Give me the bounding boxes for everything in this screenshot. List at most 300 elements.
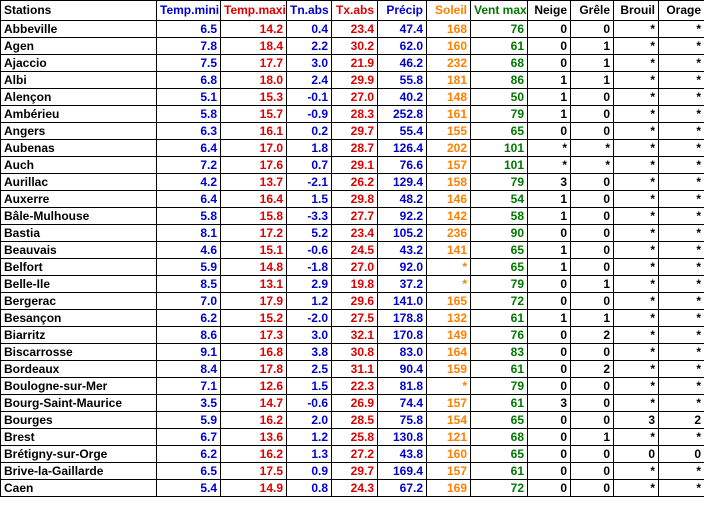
soleil-cell: 154 [427, 412, 471, 429]
neige-cell: 0 [528, 480, 571, 497]
soleil-cell: 169 [427, 480, 471, 497]
orage-cell: * [659, 276, 704, 293]
station-name: Albi [1, 72, 157, 89]
precip-cell: 83.0 [378, 344, 427, 361]
grele-cell: 0 [571, 412, 614, 429]
grele-cell: 0 [571, 191, 614, 208]
station-name: Bordeaux [1, 361, 157, 378]
neige-cell: 0 [528, 378, 571, 395]
table-row [1, 344, 704, 361]
station-name: Abbeville [1, 21, 157, 38]
tn-abs-cell: 2.2 [287, 38, 332, 55]
precip-cell: 74.4 [378, 395, 427, 412]
temp-mini-cell: 7.8 [157, 38, 221, 55]
brouil-cell: * [614, 174, 659, 191]
station-name: Besançon [1, 310, 157, 327]
brouil-cell: * [614, 378, 659, 395]
table-row [1, 55, 704, 72]
header-temp-mini: Temp.mini [157, 1, 221, 21]
table-header [1, 1, 704, 21]
brouil-cell: * [614, 225, 659, 242]
table-row [1, 225, 704, 242]
temp-maxi-cell: 14.8 [221, 259, 287, 276]
station-name: Aurillac [1, 174, 157, 191]
tx-abs-cell: 27.2 [332, 446, 378, 463]
temp-maxi-cell: 14.9 [221, 480, 287, 497]
neige-cell: 0 [528, 429, 571, 446]
tn-abs-cell: 2.0 [287, 412, 332, 429]
neige-cell: 1 [528, 89, 571, 106]
grele-cell: * [571, 157, 614, 174]
station-name: Beauvais [1, 242, 157, 259]
tx-abs-cell: 29.6 [332, 293, 378, 310]
brouil-cell: * [614, 208, 659, 225]
table-row [1, 429, 704, 446]
temp-mini-cell: 7.5 [157, 55, 221, 72]
temp-mini-cell: 8.5 [157, 276, 221, 293]
temp-maxi-cell: 14.7 [221, 395, 287, 412]
temp-maxi-cell: 14.2 [221, 21, 287, 38]
precip-cell: 43.8 [378, 446, 427, 463]
precip-cell: 67.2 [378, 480, 427, 497]
tx-abs-cell: 23.4 [332, 21, 378, 38]
soleil-cell: 157 [427, 157, 471, 174]
brouil-cell: 3 [614, 412, 659, 429]
station-name: Alençon [1, 89, 157, 106]
tn-abs-cell: 1.5 [287, 191, 332, 208]
soleil-cell: * [427, 378, 471, 395]
tn-abs-cell: 1.5 [287, 378, 332, 395]
tx-abs-cell: 29.7 [332, 463, 378, 480]
precip-cell: 92.2 [378, 208, 427, 225]
precip-cell: 169.4 [378, 463, 427, 480]
tn-abs-cell: 0.8 [287, 480, 332, 497]
precip-cell: 43.2 [378, 242, 427, 259]
temp-mini-cell: 7.1 [157, 378, 221, 395]
tn-abs-cell: 1.2 [287, 293, 332, 310]
vent-max-cell: 65 [471, 123, 528, 140]
tn-abs-cell: -0.6 [287, 242, 332, 259]
vent-max-cell: 101 [471, 157, 528, 174]
neige-cell: 0 [528, 412, 571, 429]
soleil-cell: 160 [427, 446, 471, 463]
station-name: Belfort [1, 259, 157, 276]
temp-mini-cell: 6.2 [157, 310, 221, 327]
precip-cell: 55.8 [378, 72, 427, 89]
grele-cell: 0 [571, 174, 614, 191]
grele-cell: * [571, 140, 614, 157]
table-row [1, 259, 704, 276]
temp-mini-cell: 5.8 [157, 208, 221, 225]
station-name: Ambérieu [1, 106, 157, 123]
neige-cell: 0 [528, 123, 571, 140]
neige-cell: 0 [528, 38, 571, 55]
temp-mini-cell: 5.9 [157, 412, 221, 429]
header-brouil: Brouil [614, 1, 659, 21]
soleil-cell: 142 [427, 208, 471, 225]
temp-mini-cell: 6.7 [157, 429, 221, 446]
neige-cell: 1 [528, 106, 571, 123]
precip-cell: 55.4 [378, 123, 427, 140]
brouil-cell: * [614, 106, 659, 123]
temp-maxi-cell: 17.2 [221, 225, 287, 242]
vent-max-cell: 65 [471, 242, 528, 259]
soleil-cell: 232 [427, 55, 471, 72]
orage-cell: * [659, 480, 704, 497]
tn-abs-cell: 1.2 [287, 429, 332, 446]
tn-abs-cell: -0.1 [287, 89, 332, 106]
soleil-cell: 146 [427, 191, 471, 208]
station-name: Brest [1, 429, 157, 446]
orage-cell: 2 [659, 412, 704, 429]
soleil-cell: 159 [427, 361, 471, 378]
orage-cell: * [659, 157, 704, 174]
table-row [1, 123, 704, 140]
temp-mini-cell: 5.9 [157, 259, 221, 276]
station-name: Bâle-Mulhouse [1, 208, 157, 225]
orage-cell: * [659, 38, 704, 55]
orage-cell: * [659, 242, 704, 259]
neige-cell: 0 [528, 293, 571, 310]
soleil-cell: 161 [427, 106, 471, 123]
brouil-cell: * [614, 38, 659, 55]
precip-cell: 178.8 [378, 310, 427, 327]
orage-cell: * [659, 225, 704, 242]
orage-cell: 0 [659, 446, 704, 463]
vent-max-cell: 61 [471, 395, 528, 412]
temp-mini-cell: 5.1 [157, 89, 221, 106]
neige-cell: 1 [528, 191, 571, 208]
vent-max-cell: 65 [471, 412, 528, 429]
temp-mini-cell: 8.1 [157, 225, 221, 242]
orage-cell: * [659, 174, 704, 191]
station-name: Ajaccio [1, 55, 157, 72]
header-precip: Précip [378, 1, 427, 21]
brouil-cell: * [614, 327, 659, 344]
tn-abs-cell: 1.8 [287, 140, 332, 157]
vent-max-cell: 61 [471, 361, 528, 378]
temp-maxi-cell: 17.9 [221, 293, 287, 310]
orage-cell: * [659, 55, 704, 72]
temp-maxi-cell: 15.8 [221, 208, 287, 225]
grele-cell: 0 [571, 463, 614, 480]
temp-maxi-cell: 17.6 [221, 157, 287, 174]
table-row [1, 191, 704, 208]
station-name: Bourg-Saint-Maurice [1, 395, 157, 412]
station-name: Aubenas [1, 140, 157, 157]
temp-maxi-cell: 17.7 [221, 55, 287, 72]
grele-cell: 0 [571, 106, 614, 123]
station-name: Bastia [1, 225, 157, 242]
table-row [1, 157, 704, 174]
temp-maxi-cell: 15.2 [221, 310, 287, 327]
brouil-cell: 0 [614, 446, 659, 463]
header-row [1, 1, 704, 21]
grele-cell: 0 [571, 208, 614, 225]
neige-cell: 0 [528, 21, 571, 38]
temp-mini-cell: 3.5 [157, 395, 221, 412]
tx-abs-cell: 22.3 [332, 378, 378, 395]
neige-cell: 0 [528, 327, 571, 344]
soleil-cell: * [427, 259, 471, 276]
temp-mini-cell: 6.4 [157, 191, 221, 208]
orage-cell: * [659, 123, 704, 140]
temp-mini-cell: 8.6 [157, 327, 221, 344]
temp-maxi-cell: 16.8 [221, 344, 287, 361]
vent-max-cell: 68 [471, 55, 528, 72]
soleil-cell: * [427, 276, 471, 293]
tx-abs-cell: 27.0 [332, 259, 378, 276]
temp-maxi-cell: 18.4 [221, 38, 287, 55]
soleil-cell: 157 [427, 395, 471, 412]
station-name: Belle-Ile [1, 276, 157, 293]
orage-cell: * [659, 293, 704, 310]
table-body [1, 21, 704, 497]
temp-maxi-cell: 17.5 [221, 463, 287, 480]
tx-abs-cell: 27.5 [332, 310, 378, 327]
precip-cell: 40.2 [378, 89, 427, 106]
temp-maxi-cell: 16.1 [221, 123, 287, 140]
vent-max-cell: 83 [471, 344, 528, 361]
temp-mini-cell: 4.2 [157, 174, 221, 191]
brouil-cell: * [614, 429, 659, 446]
station-name: Boulogne-sur-Mer [1, 378, 157, 395]
station-name: Angers [1, 123, 157, 140]
grele-cell: 1 [571, 429, 614, 446]
orage-cell: * [659, 463, 704, 480]
neige-cell: 0 [528, 463, 571, 480]
station-name: Bourges [1, 412, 157, 429]
tx-abs-cell: 29.9 [332, 72, 378, 89]
tn-abs-cell: 3.0 [287, 327, 332, 344]
tn-abs-cell: 0.4 [287, 21, 332, 38]
tx-abs-cell: 25.8 [332, 429, 378, 446]
vent-max-cell: 50 [471, 89, 528, 106]
temp-maxi-cell: 18.0 [221, 72, 287, 89]
tn-abs-cell: -3.3 [287, 208, 332, 225]
temp-mini-cell: 5.4 [157, 480, 221, 497]
tn-abs-cell: -1.8 [287, 259, 332, 276]
neige-cell: 0 [528, 225, 571, 242]
soleil-cell: 168 [427, 21, 471, 38]
vent-max-cell: 79 [471, 276, 528, 293]
neige-cell: 1 [528, 259, 571, 276]
grele-cell: 1 [571, 38, 614, 55]
table-row [1, 140, 704, 157]
neige-cell: 1 [528, 310, 571, 327]
station-name: Brétigny-sur-Orge [1, 446, 157, 463]
temp-maxi-cell: 15.1 [221, 242, 287, 259]
orage-cell: * [659, 72, 704, 89]
soleil-cell: 158 [427, 174, 471, 191]
temp-mini-cell: 4.6 [157, 242, 221, 259]
header-soleil: Soleil [427, 1, 471, 21]
temp-maxi-cell: 17.0 [221, 140, 287, 157]
orage-cell: * [659, 378, 704, 395]
station-name: Brive-la-Gaillarde [1, 463, 157, 480]
table-row [1, 310, 704, 327]
tx-abs-cell: 32.1 [332, 327, 378, 344]
neige-cell: 0 [528, 361, 571, 378]
temp-mini-cell: 6.8 [157, 72, 221, 89]
temp-mini-cell: 6.2 [157, 446, 221, 463]
brouil-cell: * [614, 123, 659, 140]
header-tn-abs: Tn.abs [287, 1, 332, 21]
tn-abs-cell: -2.0 [287, 310, 332, 327]
grele-cell: 2 [571, 327, 614, 344]
orage-cell: * [659, 208, 704, 225]
soleil-cell: 165 [427, 293, 471, 310]
precip-cell: 47.4 [378, 21, 427, 38]
soleil-cell: 181 [427, 72, 471, 89]
tx-abs-cell: 24.3 [332, 480, 378, 497]
table-row [1, 463, 704, 480]
brouil-cell: * [614, 276, 659, 293]
orage-cell: * [659, 140, 704, 157]
precip-cell: 90.4 [378, 361, 427, 378]
grele-cell: 0 [571, 344, 614, 361]
grele-cell: 1 [571, 55, 614, 72]
vent-max-cell: 90 [471, 225, 528, 242]
table-row [1, 327, 704, 344]
header-neige: Neige [528, 1, 571, 21]
header-temp-maxi: Temp.maxi [221, 1, 287, 21]
soleil-cell: 148 [427, 89, 471, 106]
brouil-cell: * [614, 463, 659, 480]
temp-mini-cell: 9.1 [157, 344, 221, 361]
soleil-cell: 202 [427, 140, 471, 157]
vent-max-cell: 101 [471, 140, 528, 157]
brouil-cell: * [614, 310, 659, 327]
grele-cell: 1 [571, 310, 614, 327]
tn-abs-cell: 0.7 [287, 157, 332, 174]
temp-maxi-cell: 13.6 [221, 429, 287, 446]
grele-cell: 2 [571, 361, 614, 378]
vent-max-cell: 58 [471, 208, 528, 225]
header-tx-abs: Tx.abs [332, 1, 378, 21]
neige-cell: 0 [528, 55, 571, 72]
tx-abs-cell: 28.5 [332, 412, 378, 429]
neige-cell: 1 [528, 242, 571, 259]
temp-maxi-cell: 15.3 [221, 89, 287, 106]
temp-maxi-cell: 12.6 [221, 378, 287, 395]
tn-abs-cell: 5.2 [287, 225, 332, 242]
table-row [1, 293, 704, 310]
temp-mini-cell: 6.5 [157, 463, 221, 480]
brouil-cell: * [614, 191, 659, 208]
brouil-cell: * [614, 72, 659, 89]
soleil-cell: 141 [427, 242, 471, 259]
soleil-cell: 164 [427, 344, 471, 361]
tx-abs-cell: 28.7 [332, 140, 378, 157]
precip-cell: 170.8 [378, 327, 427, 344]
temp-mini-cell: 6.5 [157, 21, 221, 38]
temp-mini-cell: 7.0 [157, 293, 221, 310]
vent-max-cell: 65 [471, 259, 528, 276]
precip-cell: 141.0 [378, 293, 427, 310]
temp-maxi-cell: 13.1 [221, 276, 287, 293]
table-row [1, 89, 704, 106]
header-vent-max: Vent max [471, 1, 528, 21]
grele-cell: 0 [571, 293, 614, 310]
soleil-cell: 149 [427, 327, 471, 344]
table-row [1, 242, 704, 259]
temp-maxi-cell: 17.3 [221, 327, 287, 344]
brouil-cell: * [614, 480, 659, 497]
vent-max-cell: 76 [471, 21, 528, 38]
orage-cell: * [659, 361, 704, 378]
table-row [1, 361, 704, 378]
table-row [1, 21, 704, 38]
tn-abs-cell: -2.1 [287, 174, 332, 191]
table-row [1, 395, 704, 412]
tx-abs-cell: 27.7 [332, 208, 378, 225]
header-grele: Grêle [571, 1, 614, 21]
tx-abs-cell: 30.8 [332, 344, 378, 361]
soleil-cell: 155 [427, 123, 471, 140]
temp-maxi-cell: 13.7 [221, 174, 287, 191]
tx-abs-cell: 29.8 [332, 191, 378, 208]
table-row [1, 446, 704, 463]
grele-cell: 0 [571, 480, 614, 497]
precip-cell: 130.8 [378, 429, 427, 446]
tn-abs-cell: 0.9 [287, 463, 332, 480]
temp-mini-cell: 6.3 [157, 123, 221, 140]
vent-max-cell: 79 [471, 174, 528, 191]
grele-cell: 0 [571, 378, 614, 395]
header-stations: Stations [1, 1, 157, 21]
table-row [1, 38, 704, 55]
neige-cell: 0 [528, 446, 571, 463]
brouil-cell: * [614, 89, 659, 106]
tn-abs-cell: -0.9 [287, 106, 332, 123]
brouil-cell: * [614, 157, 659, 174]
brouil-cell: * [614, 140, 659, 157]
tx-abs-cell: 21.9 [332, 55, 378, 72]
tn-abs-cell: 3.0 [287, 55, 332, 72]
grele-cell: 0 [571, 395, 614, 412]
orage-cell: * [659, 395, 704, 412]
vent-max-cell: 86 [471, 72, 528, 89]
brouil-cell: * [614, 259, 659, 276]
table-row [1, 480, 704, 497]
grele-cell: 1 [571, 72, 614, 89]
tx-abs-cell: 23.4 [332, 225, 378, 242]
grele-cell: 0 [571, 89, 614, 106]
grele-cell: 0 [571, 225, 614, 242]
soleil-cell: 236 [427, 225, 471, 242]
temp-maxi-cell: 17.8 [221, 361, 287, 378]
vent-max-cell: 79 [471, 378, 528, 395]
precip-cell: 37.2 [378, 276, 427, 293]
temp-mini-cell: 8.4 [157, 361, 221, 378]
vent-max-cell: 72 [471, 480, 528, 497]
tx-abs-cell: 29.7 [332, 123, 378, 140]
temp-maxi-cell: 16.2 [221, 446, 287, 463]
table-row [1, 72, 704, 89]
orage-cell: * [659, 106, 704, 123]
station-name: Bergerac [1, 293, 157, 310]
orage-cell: * [659, 89, 704, 106]
precip-cell: 92.0 [378, 259, 427, 276]
tx-abs-cell: 31.1 [332, 361, 378, 378]
orage-cell: * [659, 344, 704, 361]
tx-abs-cell: 29.1 [332, 157, 378, 174]
precip-cell: 252.8 [378, 106, 427, 123]
vent-max-cell: 79 [471, 106, 528, 123]
neige-cell: 0 [528, 344, 571, 361]
vent-max-cell: 54 [471, 191, 528, 208]
